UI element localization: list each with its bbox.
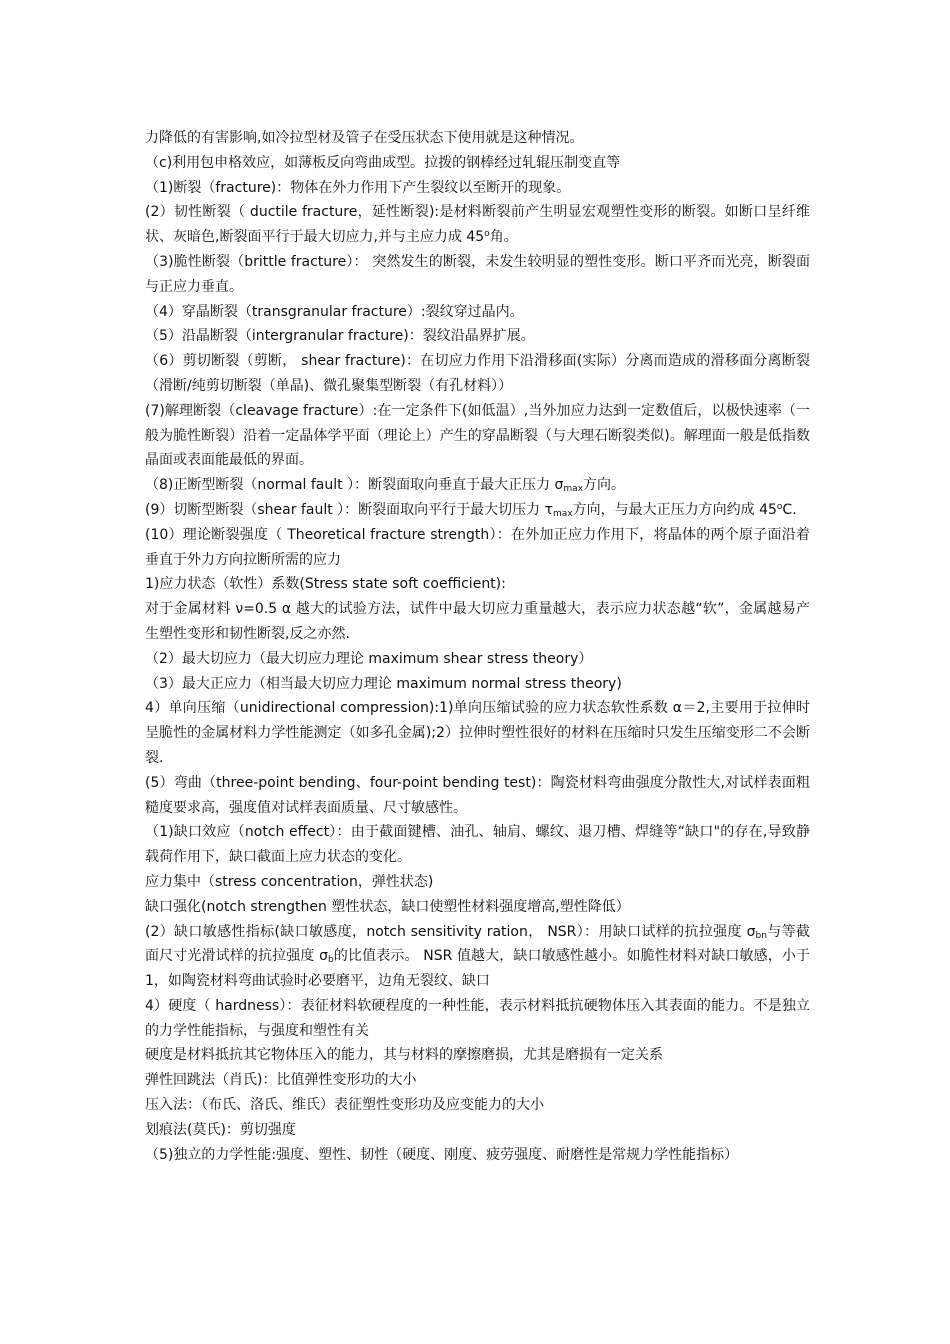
- text-paragraph: （3)脆性断裂（brittle fracture）： 突然发生的断裂，未发生较明显的塑性变形。断口平齐而光亮，断裂面与正应力垂直。: [145, 253, 810, 295]
- subscript: max: [563, 484, 584, 495]
- text-paragraph: 划痕法(莫氏)：剪切强度: [145, 1121, 296, 1138]
- text-paragraph: [145, 200, 810, 250]
- subscript: bn: [755, 930, 767, 941]
- text-run: 角。: [489, 229, 518, 246]
- text-paragraph: 4）硬度（ hardness）：表征材料软硬程度的一种性能，表示材料抵抗硬物体压入其表面的能力。不是独立的力学性能指标，与强度和塑性有关: [145, 997, 810, 1039]
- text-paragraph: （5）沿晶断裂（intergranular fracture)：裂纹沿晶界扩展。: [145, 328, 535, 345]
- text-run: 的比值表示。 NSR 值越大，缺口敏感性越小。如脆性材料对缺口敏感，小于 1，如陶瓷材料弯曲试验时必要磨平，边角无裂纹、缺口: [145, 948, 810, 990]
- text-run: (9）切断型断裂（shear fault ）：断裂面取向平行于最大切压力 τ: [145, 501, 554, 518]
- text-run: （8)正断型断裂（normal fault ）：断裂面取向垂直于最大正压力 σ: [145, 477, 564, 494]
- text-paragraph: (10）理论断裂强度（ Theoretical fracture strength）：在外加正应力作用下，将晶体的两个原子面沿着垂直于外力方向拉断所需的应力: [145, 526, 810, 568]
- superscript: o: [776, 501, 783, 512]
- text-paragraph: (5）弯曲（three-point bending、four-point bending test)：陶瓷材料弯曲强度分散性大,对试样表面粗糙度要求高，强度值对试样表面质量、尺寸敏感性。: [145, 774, 810, 816]
- subscript: b: [328, 955, 334, 966]
- text-run: 方向。: [583, 477, 626, 494]
- text-paragraph: 力降低的有害影响,如冷拉型材及管子在受压状态下使用就是这种情况。: [145, 130, 584, 146]
- text-paragraph: (7)解理断裂（cleavage fracture）:在一定条件下(如低温）,当外加应力达到一定数值后，以极快速率（一般为脆性断裂）沿着一定晶体学平面（理论上）产生的穿晶断裂（与大理石断裂类似)。解理面一般是低指数晶面或表面能最低的界面。: [145, 402, 810, 469]
- subscript: max: [553, 508, 573, 519]
- superscript: o: [484, 229, 490, 240]
- text-paragraph: （2）最大切应力（最大切应力理论 maximum shear stress theory）: [145, 650, 593, 667]
- text-paragraph: 应力集中（stress concentration，弹性状态): [145, 873, 434, 890]
- text-paragraph: [145, 920, 810, 994]
- text-run: C.: [782, 501, 797, 518]
- text-run: (2）缺口敏感性指标(缺口敏感度，notch sensitivity ration， NSR）：用缺口试样的抗拉强度 σ: [145, 923, 756, 940]
- text-paragraph: 硬度是材料抵抗其它物体压入的能力，其与材料的摩擦磨损，尤其是磨损有一定关系: [145, 1047, 663, 1064]
- text-paragraph: 缺口强化(notch strengthen 塑性状态，缺口使塑性材料强度增高,塑性降低）: [145, 898, 630, 915]
- text-paragraph: （1)断裂（fracture)：物体在外力作用下产生裂纹以至断开的现象。: [145, 179, 571, 196]
- text-paragraph: （6）剪切断裂（剪断， shear fracture)：在切应力作用下沿滑移面(实际）分离而造成的滑移面分离断裂（滑断/纯剪切断裂（单晶)、微孔聚集型断裂（有孔材料））: [145, 353, 810, 394]
- text-paragraph: （5)独立的力学性能:强度、塑性、韧性（硬度、刚度、疲劳强度、耐磨性是常规力学性能指标）: [145, 1146, 739, 1163]
- text-paragraph: （1)缺口效应（notch effect）：由于截面键槽、油孔、轴肩、螺纹、退刀槽、焊缝等“缺口"的存在,导致静载荷作用下，缺口截面上应力状态的变化。: [145, 824, 810, 866]
- text-paragraph: （4）穿晶断裂（transgranular fracture）:裂纹穿过晶内。: [145, 303, 524, 320]
- text-paragraph: 1)应力状态（软性）系数(Stress state soft coefficient):: [145, 576, 506, 593]
- text-paragraph: [145, 473, 810, 498]
- text-paragraph: 对于金属材料 ν=0.5 α 越大的试验方法，试件中最大切应力重量越大，表示应力状态越“软”，金属越易产生塑性变形和韧性断裂,反之亦然.: [145, 601, 810, 642]
- text-run: (2）韧性断裂（ ductile fracture，延性断裂):是材料断裂前产生明显宏观塑性变形的断裂。如断口呈纤维状、灰暗色,断裂面平行于最大切应力,并与主应力成 45: [145, 204, 810, 246]
- text-paragraph: 压入法：（布氏、洛氏、维氏）表征塑性变形功及应变能力的大小: [145, 1097, 544, 1114]
- text-run: 方向，与最大正压力方向约成 45: [572, 501, 777, 518]
- text-paragraph: 4）单向压缩（unidirectional compression):1)单向压缩试验的应力状态软性系数 α＝2,主要用于拉伸时呈脆性的金属材料力学性能测定（如多孔金属);2）拉伸时塑性很好的材料在压缩时只发生压缩变形二不会断裂.: [145, 700, 810, 766]
- text-paragraph: （3）最大正应力（相当最大切应力理论 maximum normal stress theory): [145, 675, 622, 692]
- text-run: 与等截面尺寸光滑试样的抗拉强度 σ: [145, 923, 810, 965]
- text-paragraph: 弹性回跳法（肖氏)：比值弹性变形功的大小: [145, 1072, 417, 1089]
- text-paragraph: [145, 498, 810, 523]
- document-body: [145, 126, 810, 1167]
- text-paragraph: （c)利用包申格效应，如薄板反向弯曲成型。拉拨的钢棒经过轧辊压制变直等: [145, 154, 621, 171]
